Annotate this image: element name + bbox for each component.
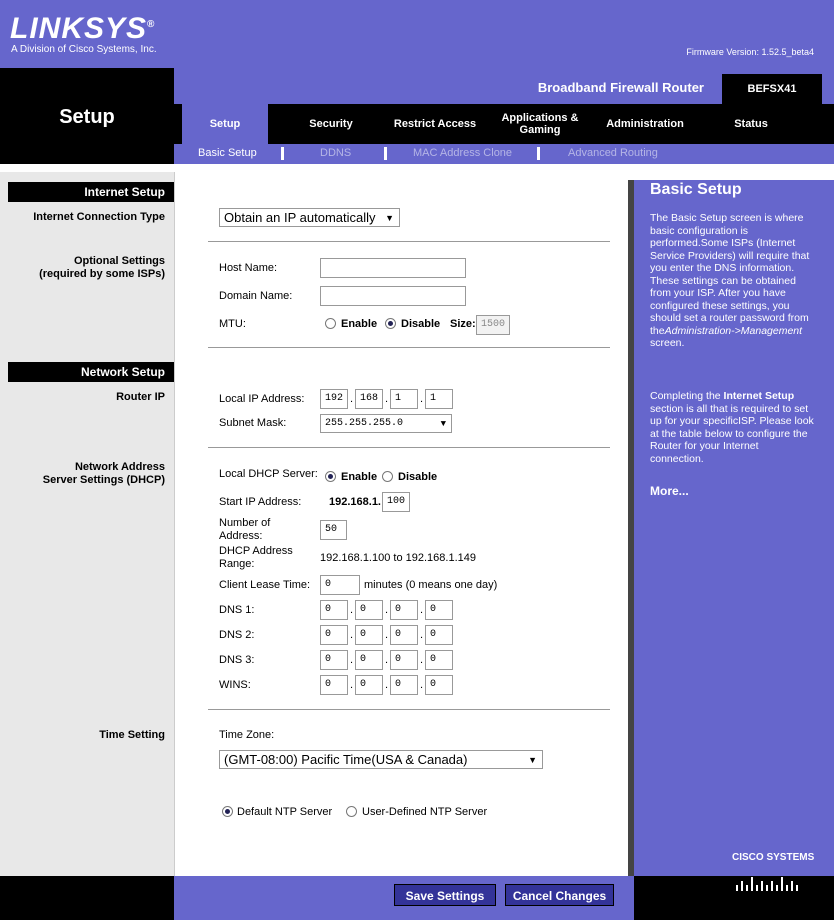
subnet-mask-select[interactable]: 255.255.255.0 ▼	[320, 414, 452, 433]
domain-name-label: Domain Name:	[219, 290, 293, 302]
ip-dot: .	[350, 679, 354, 691]
tab-restrict-access[interactable]: Restrict Access	[393, 118, 477, 130]
lease-time-label: Client Lease Time:	[219, 579, 311, 591]
dns3-octet-1[interactable]: 0	[320, 650, 348, 670]
cancel-changes-button[interactable]: Cancel Changes	[505, 884, 614, 906]
local-ip-octet-2[interactable]: 168	[355, 389, 383, 409]
label-optional-settings: Optional Settings	[73, 255, 165, 267]
dns1-octet-2[interactable]: 0	[355, 600, 383, 620]
divider	[208, 447, 610, 448]
chevron-down-icon: ▼	[440, 419, 446, 429]
ip-dot: .	[385, 604, 389, 616]
num-address-label-2: Address:	[219, 530, 263, 542]
label-dhcp-sub: Server Settings (DHCP)	[42, 474, 165, 486]
wins-octet-3[interactable]: 0	[390, 675, 418, 695]
dns3-octet-2[interactable]: 0	[355, 650, 383, 670]
section-network-setup: Network Setup	[8, 362, 174, 382]
ip-dot: .	[420, 629, 424, 641]
time-zone-label: Time Zone:	[219, 729, 275, 741]
dns3-label: DNS 3:	[219, 654, 255, 666]
ntp-user-label: User-Defined NTP Server	[362, 806, 488, 818]
product-bar	[174, 68, 834, 104]
local-ip-label: Local IP Address:	[219, 393, 305, 405]
dns1-octet-4[interactable]: 0	[425, 600, 453, 620]
dns2-octet-3[interactable]: 0	[390, 625, 418, 645]
dhcp-range-label-2: Range:	[219, 558, 255, 570]
subtab-separator	[384, 147, 387, 160]
wins-octet-1[interactable]: 0	[320, 675, 348, 695]
product-name: Broadband Firewall Router	[537, 80, 704, 95]
start-ip-prefix: 192.168.1.	[329, 496, 381, 508]
dns1-octet-3[interactable]: 0	[390, 600, 418, 620]
ip-dot: .	[385, 654, 389, 666]
ip-dot: .	[385, 393, 389, 405]
wins-octet-2[interactable]: 0	[355, 675, 383, 695]
dns3-octet-4[interactable]: 0	[425, 650, 453, 670]
main-tabs	[174, 104, 834, 144]
tab-security[interactable]: Security	[309, 118, 353, 130]
ip-dot: .	[385, 629, 389, 641]
mtu-enable-label: Enable	[341, 318, 378, 330]
divider	[208, 347, 610, 348]
label-connection-type: Internet Connection Type	[33, 211, 165, 223]
page-title: Setup	[59, 106, 115, 128]
start-ip-label: Start IP Address:	[219, 496, 302, 508]
section-internet-setup: Internet Setup	[8, 182, 174, 202]
subtab-separator	[281, 147, 284, 160]
chevron-down-icon: ▼	[385, 213, 394, 223]
local-ip-octet-1[interactable]: 192	[320, 389, 348, 409]
dhcp-server-label: Local DHCP Server:	[219, 468, 318, 480]
dns1-octet-1[interactable]: 0	[320, 600, 348, 620]
local-ip-octet-3[interactable]: 1	[390, 389, 418, 409]
start-ip-input[interactable]: 100	[382, 492, 410, 512]
host-name-input[interactable]	[320, 258, 466, 278]
help-title: Basic Setup	[650, 181, 742, 198]
subtab-separator	[537, 147, 540, 160]
mtu-disable-radio[interactable]	[385, 318, 396, 329]
ntp-default-label: Default NTP Server	[237, 806, 333, 818]
num-address-label: Number of	[219, 517, 271, 529]
model-number: BEFSX41	[722, 74, 822, 104]
tab-administration[interactable]: Administration	[606, 118, 684, 130]
header-banner	[0, 0, 834, 68]
dhcp-enable-label: Enable	[341, 471, 378, 483]
host-name-label: Host Name:	[219, 262, 278, 274]
cisco-bridge-icon	[734, 867, 804, 895]
ip-dot: .	[420, 604, 424, 616]
dhcp-enable-radio[interactable]	[325, 471, 336, 482]
ip-dot: .	[350, 604, 354, 616]
ip-dot: .	[420, 654, 424, 666]
wins-octet-4[interactable]: 0	[425, 675, 453, 695]
subtab-advanced-routing[interactable]: Advanced Routing	[568, 147, 658, 159]
linksys-logo: LINKSYS®	[10, 12, 156, 45]
help-paragraph-2: Completing the Internet Setup section is all that is required to set up for your specificISP. Please look at the table below to configure the Router for your Internet connection.	[650, 390, 814, 465]
mtu-enable-radio[interactable]	[325, 318, 336, 329]
cisco-systems-logo: CISCO SYSTEMS	[732, 852, 815, 863]
ip-dot: .	[350, 629, 354, 641]
help-more-link[interactable]: More...	[650, 484, 689, 498]
dns2-octet-1[interactable]: 0	[320, 625, 348, 645]
label-router-ip: Router IP	[116, 391, 165, 403]
help-paragraph-1: The Basic Setup screen is where basic configuration is performed.Some ISPs (Internet Service Providers) will require that you enter the DNS information. These settings can be obtained from your ISP. After you have configured these settings, you should set a router password from theAdministration->Management screen.	[650, 212, 810, 349]
mtu-disable-label: Disable	[401, 318, 441, 330]
chevron-down-icon: ▼	[528, 755, 537, 765]
subtab-ddns[interactable]: DDNS	[320, 147, 352, 159]
tab-setup[interactable]: Setup	[182, 104, 268, 144]
ip-dot: .	[350, 654, 354, 666]
ip-dot: .	[420, 679, 424, 691]
connection-type-select[interactable]: Obtain an IP automatically ▼	[219, 208, 400, 227]
tab-status[interactable]: Status	[734, 118, 768, 130]
num-address-input[interactable]: 50	[320, 520, 347, 540]
ntp-default-radio[interactable]	[222, 806, 233, 817]
dns1-label: DNS 1:	[219, 604, 255, 616]
label-dhcp: Network Address	[74, 461, 165, 473]
label-optional-settings-note: (required by some ISPs)	[39, 268, 165, 280]
dns3-octet-3[interactable]: 0	[390, 650, 418, 670]
dhcp-disable-radio[interactable]	[382, 471, 393, 482]
ntp-user-radio[interactable]	[346, 806, 357, 817]
firmware-version: Firmware Version: 1.52.5_beta4	[686, 47, 814, 57]
lease-time-suffix: minutes (0 means one day)	[364, 579, 498, 591]
mtu-size-label: Size:	[450, 318, 476, 330]
dhcp-range-label: DHCP Address	[219, 545, 293, 557]
lease-time-input[interactable]: 0	[320, 575, 360, 595]
dns2-label: DNS 2:	[219, 629, 255, 641]
tab-applications-gaming[interactable]: Applications & Gaming	[501, 112, 579, 136]
ip-dot: .	[420, 393, 424, 405]
dns2-octet-2[interactable]: 0	[355, 625, 383, 645]
sub-tabs	[174, 144, 834, 164]
dhcp-disable-label: Disable	[398, 471, 438, 483]
footer-left	[0, 876, 174, 920]
domain-name-input[interactable]	[320, 286, 466, 306]
ip-dot: .	[385, 679, 389, 691]
subtab-basic-setup[interactable]: Basic Setup	[198, 147, 257, 159]
divider	[208, 241, 610, 242]
time-zone-select[interactable]: (GMT-08:00) Pacific Time(USA & Canada) ▼	[219, 750, 543, 769]
subnet-mask-label: Subnet Mask:	[219, 417, 287, 429]
dhcp-range-value: 192.168.1.100 to 192.168.1.149	[320, 552, 476, 564]
ip-dot: .	[350, 393, 354, 405]
label-time-setting: Time Setting	[99, 729, 165, 741]
local-ip-octet-4[interactable]: 1	[425, 389, 453, 409]
logo-tagline: A Division of Cisco Systems, Inc.	[11, 44, 157, 55]
save-settings-button[interactable]: Save Settings	[394, 884, 496, 906]
wins-label: WINS:	[219, 679, 251, 691]
mtu-label: MTU:	[219, 318, 246, 330]
dns2-octet-4[interactable]: 0	[425, 625, 453, 645]
subtab-mac-clone[interactable]: MAC Address Clone	[413, 147, 513, 159]
divider	[208, 709, 610, 710]
mtu-size-input[interactable]: 1500	[476, 315, 510, 335]
